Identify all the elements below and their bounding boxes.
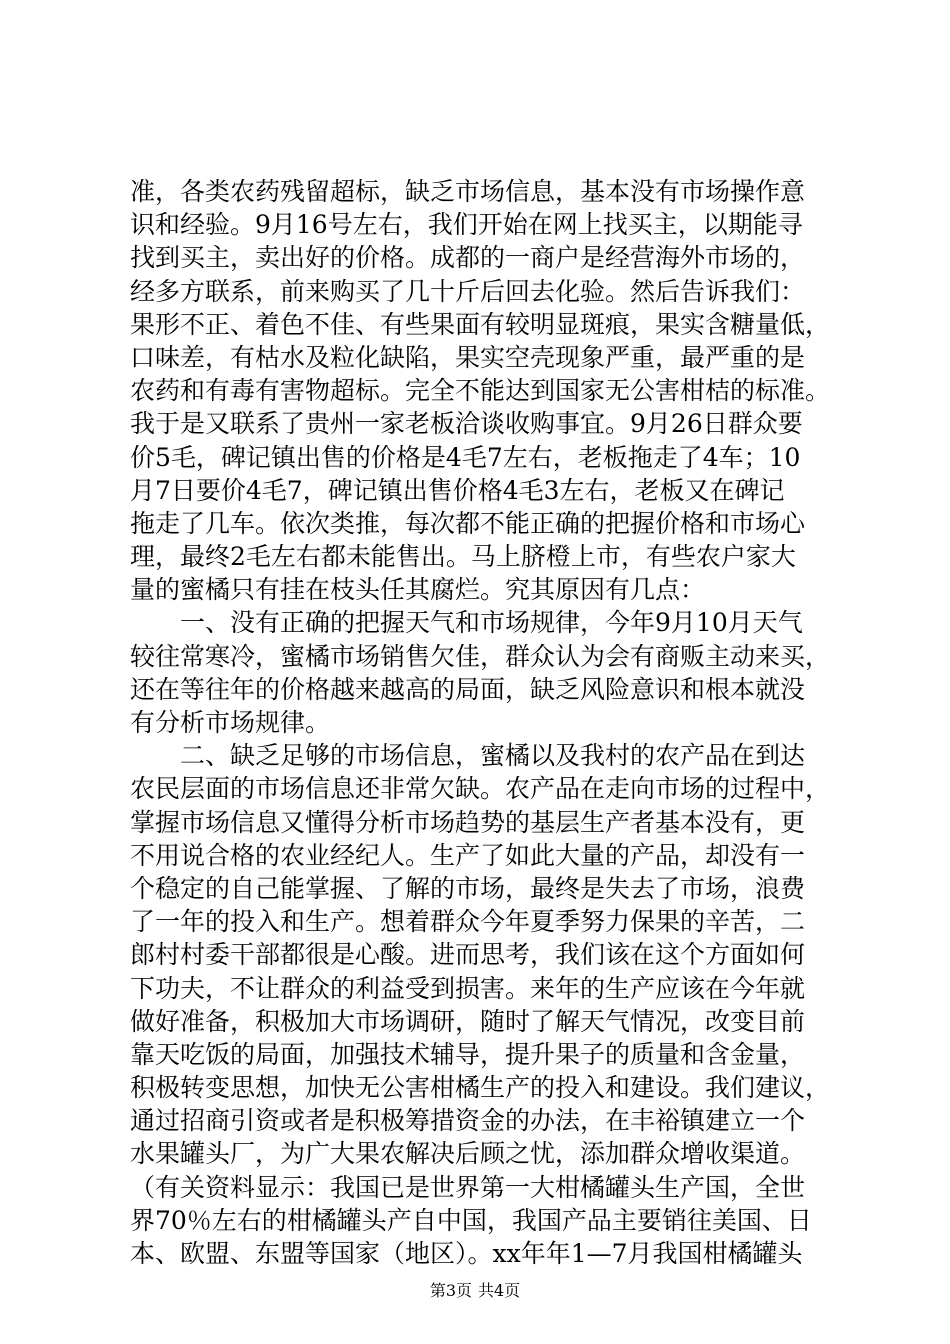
text-line: 靠天吃饭的局面，加强技术辅导，提升果子的质量和含金量，	[130, 1039, 806, 1069]
text-line: 识和经验。9月16号左右，我们开始在网上找买主，以期能寻	[130, 210, 803, 240]
text-line: 有分析市场规律。	[130, 708, 331, 737]
text-line: 通过招商引资或者是积极筹措资金的办法，在丰裕镇建立一个	[130, 1106, 806, 1136]
text-line: （有关资料显示：我国已是世界第一大柑橘罐头生产国，全世	[130, 1172, 806, 1202]
text-line: 月7日要价4毛7，碑记镇出售价格4毛3左右，老板又在碑记	[130, 475, 785, 505]
text-line: 界70％左右的柑橘罐头产自中国，我国产品主要销往美国、日	[130, 1205, 812, 1235]
document-body	[130, 175, 830, 1270]
text-line: 口味差，有枯水及粒化缺陷，果实空壳现象严重，最严重的是	[130, 342, 806, 372]
text-line: 准，各类农药残留超标，缺乏市场信息，基本没有市场操作意	[130, 177, 806, 206]
text-line: 不用说合格的农业经纪人。生产了如此大量的产品，却没有一	[130, 840, 806, 870]
text-line: 了一年的投入和生产。想着群众今年夏季努力保果的辛苦，二	[130, 907, 806, 937]
text-line: 农药和有毒有害物超标。完全不能达到国家无公害柑桔的标准。	[130, 376, 831, 406]
page-total: 共4页	[478, 1281, 521, 1300]
text-line: 价5毛，碑记镇出售的价格是4毛7左右，老板拖走了4车；10	[130, 442, 801, 472]
text-line: 拖走了几车。依次类推，每次都不能正确的把握价格和市场心	[130, 508, 806, 538]
text-line: 经多方联系，前来购买了几十斤后回去化验。然后告诉我们：	[130, 276, 806, 306]
text-line: 做好准备，积极加大市场调研，随时了解天气情况，改变目前	[130, 1006, 806, 1036]
paragraph-start-line: 二、缺乏足够的市场信息，蜜橘以及我村的农产品在到达	[180, 741, 806, 771]
text-line: 量的蜜橘只有挂在枝头任其腐烂。究其原因有几点：	[130, 575, 706, 605]
text-line: 我于是又联系了贵州一家老板洽谈收购事宜。9月26日群众要	[130, 409, 803, 439]
text-line: 找到买主，卖出好的价格。成都的一商户是经营海外市场的，	[130, 243, 806, 273]
text-line: 还在等往年的价格越来越高的局面，缺乏风险意识和根本就没	[130, 674, 806, 704]
text-line: 水果罐头厂，为广大果农解决后顾之忧，添加群众增收渠道。	[130, 1139, 806, 1169]
text-line: 理，最终2毛左右都未能售出。马上脐橙上市，有些农户家大	[130, 542, 796, 572]
text-line: 较往常寒冷，蜜橘市场销售欠佳，群众认为会有商贩主动来买，	[130, 641, 831, 671]
text-line: 本、欧盟、东盟等国家（地区）。xx年年1—7月我国柑橘罐头	[130, 1239, 803, 1268]
text-line: 果形不正、着色不佳、有些果面有较明显斑痕，果实含糖量低，	[130, 309, 831, 339]
text-line: 个稳定的自己能掌握、了解的市场，最终是失去了市场，浪费	[130, 873, 806, 903]
page-number: 第3页	[429, 1281, 472, 1300]
text-line: 农民层面的市场信息还非常欠缺。农产品在走向市场的过程中，	[130, 774, 831, 804]
page-footer	[0, 1278, 950, 1301]
text-line: 下功夫，不让群众的利益受到损害。来年的生产应该在今年就	[130, 973, 806, 1003]
text-line: 掌握市场信息又懂得分析市场趋势的基层生产者基本没有，更	[130, 807, 806, 837]
paragraph-start-line: 一、没有正确的把握天气和市场规律，今年9月10月天气	[180, 608, 803, 638]
text-line: 郎村村委干部都很是心酸。进而思考，我们该在这个方面如何	[130, 940, 806, 970]
text-line: 积极转变思想，加快无公害柑橘生产的投入和建设。我们建议，	[130, 1073, 831, 1103]
